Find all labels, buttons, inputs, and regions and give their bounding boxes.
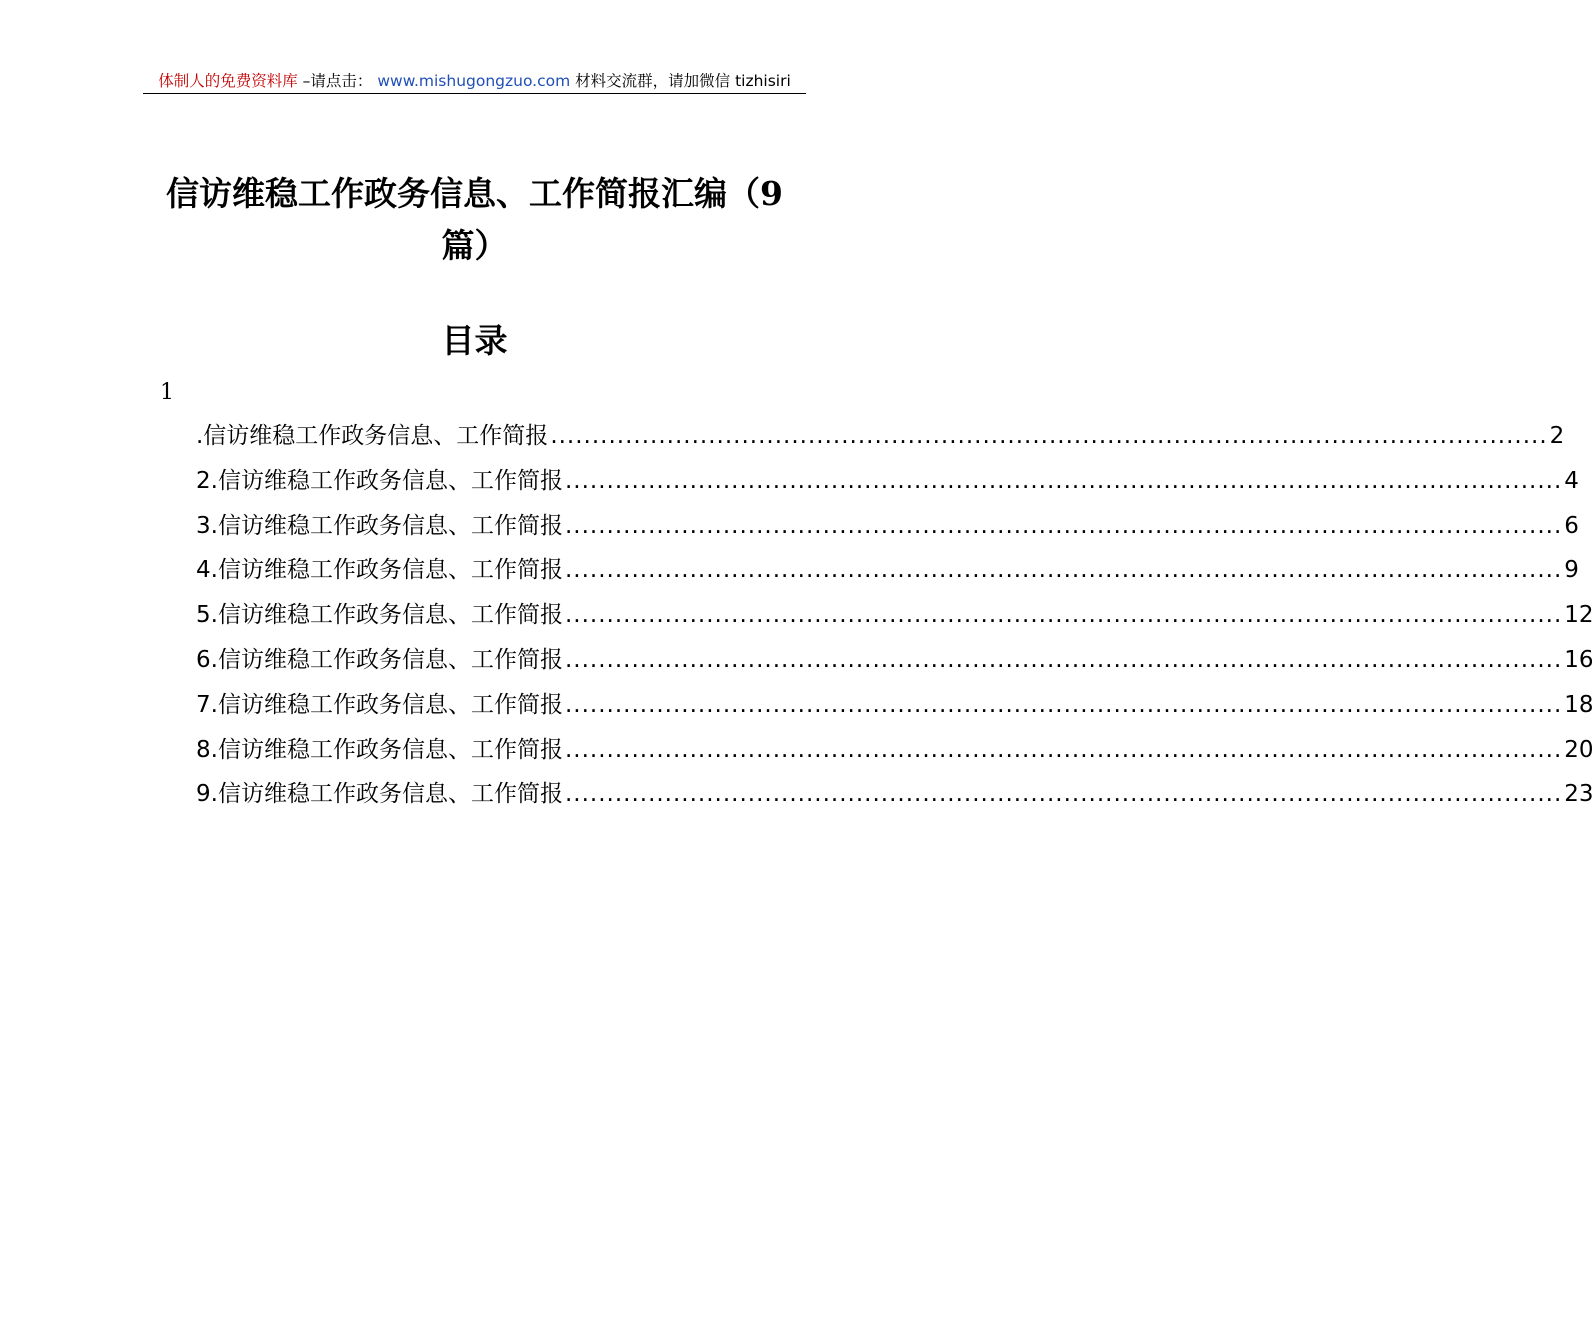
toc-leader-dots: ........................................................................................................................ — [564, 467, 1563, 494]
toc-entry-page: 6 — [1564, 512, 1579, 539]
header-rule — [143, 93, 806, 94]
toc-entry-page: 9 — [1564, 557, 1579, 584]
toc-entry[interactable] — [196, 414, 1565, 459]
toc-leader-dots: ........................................................................................................................ — [564, 602, 1563, 629]
toc-entry-label: 6.信访维稳工作政务信息、工作简报 — [196, 646, 563, 673]
toc-entry-page: 12 — [1564, 602, 1594, 629]
toc-heading: 目录 — [441, 321, 508, 360]
toc-entry-page: 20 — [1564, 736, 1594, 763]
toc-leader-dots: ........................................................................................................................ — [564, 781, 1563, 808]
toc-entry[interactable] — [196, 459, 1579, 504]
toc-leader-dots: ........................................................................................................................ — [564, 736, 1563, 763]
toc-leader-dots: ........................................................................................................................ — [564, 691, 1563, 718]
toc-leader-dots: ........................................................................................................................ — [564, 557, 1563, 584]
header-prompt: –请点击： — [302, 72, 373, 90]
toc-entry-page: 16 — [1564, 646, 1594, 673]
toc-entry-page: 4 — [1564, 467, 1579, 494]
header-brand: 体制人的免费资料库 — [158, 72, 298, 90]
toc-entry-page: 2 — [1549, 423, 1565, 449]
toc-entry-label: 9.信访维稳工作政务信息、工作简报 — [196, 781, 563, 808]
document-title: 信访维稳工作政务信息、工作简报汇编（9篇） — [166, 174, 783, 265]
stray-number: 1 — [160, 380, 174, 405]
toc-entry-label: .信访维稳工作政务信息、工作简报 — [196, 423, 549, 449]
toc-entry[interactable] — [196, 728, 1594, 773]
toc-entry-label: 4.信访维稳工作政务信息、工作简报 — [196, 557, 563, 584]
toc-entry-label: 5.信访维稳工作政务信息、工作简报 — [196, 602, 563, 629]
toc-leader-dots: ........................................................................................................................ — [564, 646, 1563, 673]
toc-entry-label: 3.信访维稳工作政务信息、工作简报 — [196, 512, 563, 539]
toc-entry-label: 7.信访维稳工作政务信息、工作简报 — [196, 691, 563, 718]
toc-entry-label: 2.信访维稳工作政务信息、工作简报 — [196, 467, 563, 494]
toc-entry[interactable] — [196, 683, 1594, 728]
header-link[interactable]: www.mishugongzuo.com — [377, 72, 571, 90]
toc-leader-dots: ........................................................................................................................ — [550, 423, 1548, 449]
toc-leader-dots: ........................................................................................................................ — [564, 512, 1563, 539]
page-header — [143, 70, 806, 92]
toc-entry-label: 8.信访维稳工作政务信息、工作简报 — [196, 736, 563, 763]
toc-entry-page: 23 — [1564, 781, 1594, 808]
toc-entry[interactable] — [196, 772, 1594, 817]
header-suffix: 材料交流群，请加微信 tizhisiri — [575, 72, 791, 90]
toc-entry[interactable] — [196, 593, 1594, 638]
toc-entry[interactable] — [196, 548, 1579, 593]
table-of-contents — [196, 414, 1594, 817]
toc-entry-page: 18 — [1564, 691, 1594, 718]
toc-entry[interactable] — [196, 638, 1594, 683]
toc-entry[interactable] — [196, 504, 1579, 549]
